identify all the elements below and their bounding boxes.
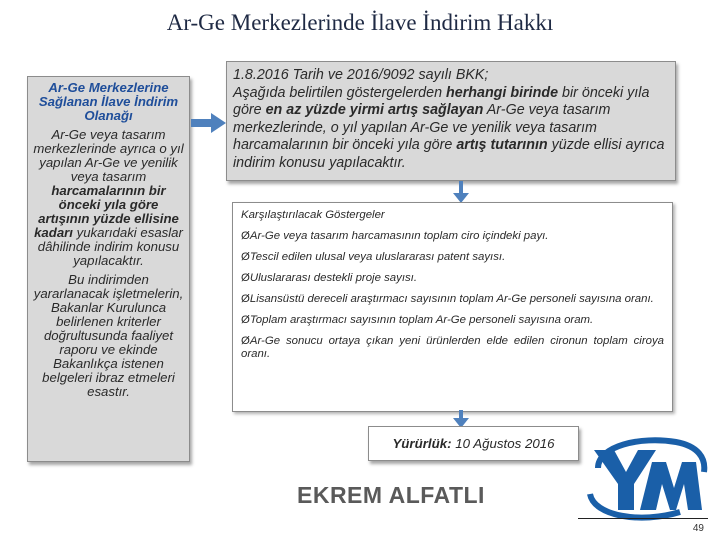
bullet-arrow-icon: Ø xyxy=(241,251,250,263)
bullet-arrow-icon: Ø xyxy=(241,314,250,326)
bkk-bold-3: artış tutarının xyxy=(456,137,548,153)
effective-date-box xyxy=(368,426,579,461)
down-arrow-icon xyxy=(452,181,470,203)
indicator-text: Uluslararası destekli proje sayısı. xyxy=(249,272,418,284)
bullet-arrow-icon: Ø xyxy=(241,293,250,305)
indicator-item xyxy=(241,230,664,243)
page-title: Ar-Ge Merkezlerinde İlave İndirim Hakkı xyxy=(166,10,554,35)
ym-logo-icon xyxy=(580,432,708,522)
indicator-item xyxy=(241,293,664,306)
bkk-title-line: 1.8.2016 Tarih ve 2016/9092 sayılı BKK; xyxy=(233,67,489,83)
indicators-heading: Karşılaştırılacak Göstergeler xyxy=(241,209,385,221)
indicator-item xyxy=(241,251,664,264)
bkk-text-4: yüzde ellisi ayrıca indirim konusu yapılacaktır. xyxy=(233,137,665,171)
effective-date: 10 Ağustos 2016 xyxy=(455,436,555,451)
bkk-bold-2: en az yüzde yirmi artış sağlayan xyxy=(265,102,484,118)
indicator-text: Ar-Ge sonucu ortaya çıkan yeni ürünlerden elde edilen cironun toplam ciroya oranı. xyxy=(241,335,664,360)
left-info-box xyxy=(27,76,190,462)
bullet-arrow-icon: Ø xyxy=(241,335,250,347)
author-signature: EKREM ALFATLI xyxy=(297,482,485,508)
indicator-text: Lisansüstü dereceli araştırmacı sayısının toplam Ar-Ge personeli sayısına oranı. xyxy=(249,293,654,305)
bkk-summary-box xyxy=(226,61,676,181)
bullet-arrow-icon: Ø xyxy=(241,272,250,284)
indicator-item xyxy=(241,335,664,361)
effective-label: Yürürlük: xyxy=(392,436,452,451)
right-arrow-icon xyxy=(191,113,226,133)
indicator-text: Ar-Ge veya tasarım harcamasının toplam ciro içindeki payı. xyxy=(249,230,549,242)
bullet-arrow-icon: Ø xyxy=(241,230,250,242)
left-box-heading: Ar-Ge Merkezlerine Sağlanan İlave İndirim Olanağı xyxy=(38,80,179,123)
left-box-p1-post: yukarıdaki esaslar dâhilinde indirim konusu yapılacaktır. xyxy=(37,225,183,268)
bkk-bold-1: herhangi birinde xyxy=(446,84,559,101)
bkk-description xyxy=(233,85,669,173)
indicator-text: Toplam araştırmacı sayısının toplam Ar-Ge personeli sayısına oram. xyxy=(249,314,594,326)
left-box-p1-bold: harcamalarının bir önceki yıla göre artışının yüzde ellisine kadarı xyxy=(34,183,179,240)
bkk-text-3: Ar-Ge veya tasarım merkezlerinde, o yıl yapılan Ar-Ge ve yenilik veya tasarım harcamalarının bir önceki yıla göre xyxy=(233,102,611,153)
indicators-box xyxy=(232,202,673,412)
indicator-item xyxy=(241,314,664,327)
left-box-paragraph-1 xyxy=(32,128,185,268)
bkk-text-2: bir önceki yıla göre xyxy=(233,84,650,118)
bkk-text-1: Aşağıda belirtilen göstergelerden xyxy=(233,84,447,101)
page-number: 49 xyxy=(692,523,704,534)
left-box-paragraph-2: Bu indirimden yararlanacak işletmelerin, Bakanlar Kurulunca belirlenen kriterler doğrultusunda faaliyet raporu ve ekinde Bakanlıkça istenen belgeleri ibraz etmeleri esastır. xyxy=(33,272,184,399)
indicator-text: Tescil edilen ulusal veya uluslararası patent sayısı. xyxy=(249,251,506,263)
left-box-p1-pre: Ar-Ge veya tasarım merkezlerinde ayrıca o yıl yapılan Ar-Ge ve yenilik veya tasarım xyxy=(33,127,184,184)
indicator-item xyxy=(241,272,664,285)
logo-divider xyxy=(578,518,708,519)
